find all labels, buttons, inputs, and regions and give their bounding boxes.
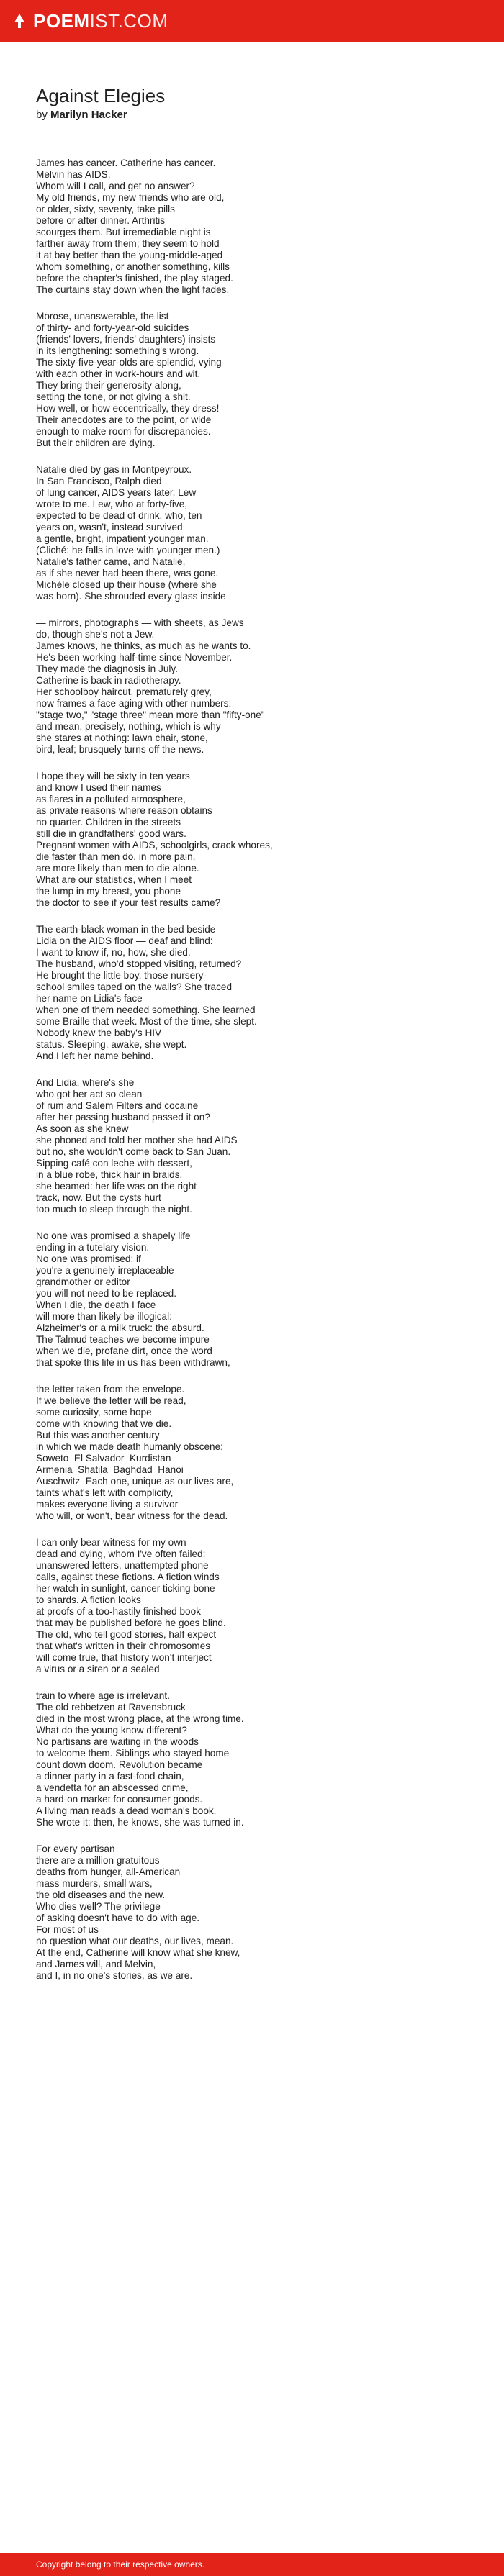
poem-line: a gentle, bright, impatient younger man. (36, 533, 209, 544)
logo-light-text: IST.COM (89, 9, 168, 32)
stanza (36, 1690, 468, 1828)
poem-line: Auschwitz Each one, unique as our lives are, (36, 1476, 234, 1487)
poem-line: The old rebbetzen at Ravensbruck (36, 1702, 186, 1713)
poem-line: will come true, that history won't interject (36, 1652, 212, 1663)
stanza (36, 1843, 468, 1982)
poem-line: If we believe the letter will be read, (36, 1395, 186, 1406)
stanza (36, 771, 468, 909)
poem-line: school smiles taped on the walls? She traced (36, 981, 233, 992)
poem-line: the letter taken from the envelope. (36, 1384, 185, 1394)
poem-line: track, now. But the cysts hurt (36, 1192, 161, 1203)
poem-line: (Cliché: he falls in love with younger men.) (36, 545, 220, 555)
poem-line: bird, leaf; brusquely turns off the news. (36, 744, 204, 755)
poem-line: The Talmud teaches we become impure (36, 1334, 210, 1345)
poem-line: train to where age is irrelevant. (36, 1690, 170, 1701)
poem-line: scourges them. But irremediable night is (36, 227, 211, 237)
poem-line: Pregnant women with AIDS, schoolgirls, crack whores, (36, 840, 273, 851)
poem-line: No one was promised: if (36, 1253, 141, 1264)
poem-line: Catherine is back in radiotherapy. (36, 675, 181, 686)
poem-line: to welcome them. Siblings who stayed home (36, 1748, 230, 1759)
stanza (36, 464, 468, 602)
poem-line: and James will, and Melvin, (36, 1959, 156, 1969)
poem-line: In San Francisco, Ralph died (36, 476, 162, 486)
poem-line: Their anecdotes are to the point, or wide (36, 414, 212, 425)
poem-line: it at bay better than the young-middle-aged (36, 250, 223, 260)
poem-line: A living man reads a dead woman's book. (36, 1805, 217, 1816)
poem-line: die faster than men do, in more pain, (36, 851, 196, 862)
poem-line: her name on Lidia's face (36, 993, 143, 1004)
poem-line: Melvin has AIDS. (36, 169, 111, 180)
poem-line: some curiosity, some hope (36, 1407, 152, 1418)
poem-line: a virus or a siren or a sealed (36, 1664, 160, 1674)
poem-line: a dinner party in a fast-food chain, (36, 1771, 184, 1782)
poem-line: She wrote it; then, he knows, she was turned in. (36, 1817, 244, 1828)
poem-line: a hard-on market for consumer goods. (36, 1794, 203, 1805)
poem-line: at proofs of a too-hastily finished book (36, 1606, 201, 1617)
poem-line: James has cancer. Catherine has cancer. (36, 158, 216, 168)
poem-line: Natalie died by gas in Montpeyroux. (36, 464, 192, 475)
poem-body (36, 158, 468, 1997)
poem-line: deaths from hunger, all-American (36, 1867, 181, 1877)
poem-line: that may be published before he goes blind. (36, 1618, 226, 1628)
poem-line: of thirty- and forty-year-old suicides (36, 322, 189, 333)
poem-line: she phoned and told her mother she had AIDS (36, 1135, 238, 1146)
poem-line: come with knowing that we die. (36, 1418, 172, 1429)
poem-line: that spoke this life in us has been withdrawn, (36, 1357, 230, 1368)
poem-line: dead and dying, whom I've often failed: (36, 1548, 206, 1559)
poem-line: who got her act so clean (36, 1089, 143, 1099)
poem-line: mass murders, small wars, (36, 1878, 153, 1889)
poem-line: Armenia Shatila Baghdad Hanoi (36, 1464, 184, 1475)
poem-title: Against Elegies (36, 85, 166, 106)
poem-line: Soweto El Salvador Kurdistan (36, 1453, 171, 1464)
poem-line: (friends' lovers, friends' daughters) insists (36, 334, 216, 345)
poem-line: who will, or won't, bear witness for the dead. (36, 1510, 228, 1521)
poem-line: The husband, who'd stopped visiting, returned? (36, 958, 242, 969)
poem-line: when we die, profane dirt, once the word (36, 1346, 212, 1356)
poem-line: with each other in work-hours and wit. (36, 368, 201, 379)
poem-line: But this was another century (36, 1430, 160, 1441)
poem-line: she stares at nothing: lawn chair, stone, (36, 733, 208, 743)
poem-line: Natalie's father came, and Natalie, (36, 556, 186, 567)
poem-line: The earth-black woman in the bed beside (36, 924, 216, 935)
poem-line: He's been working half-time since November. (36, 652, 233, 663)
poem-line: They bring their generosity along, (36, 380, 181, 391)
poem-line: in its lengthening: something's wrong. (36, 345, 199, 356)
poem-line: The old, who tell good stories, half expect (36, 1629, 217, 1640)
byline (36, 108, 468, 122)
poem-line: ending in a tutelary vision. (36, 1242, 150, 1253)
stanza (36, 924, 468, 1062)
poem-line: enough to make room for discrepancies. (36, 426, 211, 437)
stanza (36, 1230, 468, 1369)
footer-copyright: Copyright belong to their respective owners. (36, 2559, 205, 2570)
poem-line: to shards. A fiction looks (36, 1595, 141, 1605)
poem-line: she beamed: her life was on the right (36, 1181, 197, 1192)
poem-line: No one was promised a shapely life (36, 1230, 191, 1241)
logo-lamp-icon (12, 13, 27, 29)
poem-line: of lung cancer, AIDS years later, Lew (36, 487, 197, 498)
poem-line: status. Sleeping, awake, she wept. (36, 1039, 187, 1050)
poem-line: "stage two," "stage three" mean more than "fifty-one" (36, 709, 265, 720)
footer-bar (0, 2553, 504, 2576)
poem-line: Alzheimer's or a milk truck: the absurd. (36, 1323, 204, 1333)
poem-line: The curtains stay down when the light fades. (36, 284, 230, 295)
poem-line: before or after dinner. Arthritis (36, 215, 166, 226)
poem-line: some Braille that week. Most of the time, she slept. (36, 1016, 257, 1027)
poem-line: or older, sixty, seventy, take pills (36, 204, 175, 214)
poem-line: Lidia on the AIDS floor — deaf and blind: (36, 935, 213, 946)
poem-line: Who dies well? The privilege (36, 1901, 161, 1912)
poem-line: farther away from them; they seem to hold (36, 238, 220, 249)
poem-line: Michèle closed up their house (where she (36, 579, 217, 590)
poem-line: taints what's left with complicity, (36, 1487, 174, 1498)
poem-line: the old diseases and the new. (36, 1890, 166, 1900)
stanza (36, 1077, 468, 1215)
poem-line: still die in grandfathers' good wars. (36, 828, 186, 839)
poem-line: He brought the little boy, those nursery- (36, 970, 207, 981)
poem-line: My old friends, my new friends who are old, (36, 192, 225, 203)
poem-line: died in the most wrong place, at the wrong time. (36, 1713, 244, 1724)
poem-line: I hope they will be sixty in ten years (36, 771, 190, 781)
poem-line: too much to sleep through the night. (36, 1204, 192, 1215)
stanza (36, 617, 468, 756)
poem-line: the doctor to see if your test results came? (36, 897, 221, 908)
poem-line: Sipping café con leche with dessert, (36, 1158, 192, 1169)
poem-line: — mirrors, photographs — with sheets, as Jews (36, 617, 244, 628)
logo-bold-text: POEM (33, 9, 90, 32)
stanza (36, 1384, 468, 1522)
poem-line: calls, against these fictions. A fiction winds (36, 1572, 220, 1582)
poem-line: the lump in my breast, you phone (36, 886, 181, 897)
poem-line: As soon as she knew (36, 1123, 129, 1134)
poem-header (36, 85, 468, 122)
poem-line: and I, in no one's stories, as we are. (36, 1970, 193, 1981)
poem-line: But their children are dying. (36, 437, 156, 448)
poem-line: Whom will I call, and get no answer? (36, 181, 195, 191)
poem-line: as if she never had been there, was gone. (36, 568, 219, 579)
poem-line: I can only bear witness for my own (36, 1537, 186, 1548)
poem-line: grandmother or editor (36, 1276, 130, 1287)
poem-line: When I die, the death I face (36, 1300, 156, 1310)
poem-line: when one of them needed something. She learned (36, 1004, 256, 1015)
poem-line: They made the diagnosis in July. (36, 663, 178, 674)
poem-line: and know I used their names (36, 782, 161, 793)
poem-line: but no, she wouldn't come back to San Juan. (36, 1146, 231, 1157)
poem-line: Her schoolboy haircut, prematurely grey, (36, 686, 212, 697)
poem-line: For every partisan (36, 1843, 115, 1854)
poem-line: you're a genuinely irreplaceable (36, 1265, 174, 1276)
poem-line: as flares in a polluted atmosphere, (36, 794, 186, 804)
poem-line: no question what our deaths, our lives, mean. (36, 1936, 234, 1946)
poem-line: there are a million gratuitous (36, 1855, 160, 1866)
poem-line: At the end, Catherine will know what she knew, (36, 1947, 240, 1958)
poem-line: James knows, he thinks, as much as he wants to. (36, 640, 251, 651)
stanza (36, 1537, 468, 1675)
poem-line: in a blue robe, thick hair in braids, (36, 1169, 183, 1180)
poem-line: years on, wasn't, instead survived (36, 522, 183, 532)
poem-line: For most of us (36, 1924, 99, 1935)
by-label: by (36, 109, 48, 121)
poem-line: And Lidia, where's she (36, 1077, 135, 1088)
top-bar (0, 0, 504, 42)
poem-line: no quarter. Children in the streets (36, 817, 181, 827)
poem-line: do, though she's not a Jew. (36, 629, 155, 640)
poem-line: of asking doesn't have to do with age. (36, 1913, 200, 1923)
author-name[interactable]: Marilyn Hacker (50, 109, 127, 121)
poem-line: The sixty-five-year-olds are splendid, vying (36, 357, 222, 368)
poem-line: and mean, precisely, nothing, which is why (36, 721, 221, 732)
poem-line: her watch in sunlight, cancer ticking bone (36, 1583, 215, 1594)
poem-line: setting the tone, or not giving a shit. (36, 391, 191, 402)
poem-line: wrote to me. Lew, who at forty-five, (36, 499, 188, 509)
poem-line: now frames a face aging with other numbers: (36, 698, 232, 709)
stanza (36, 311, 468, 449)
poem-line: of rum and Salem Filters and cocaine (36, 1100, 199, 1111)
poem-line: after her passing husband passed it on? (36, 1112, 210, 1123)
poem-line: that what's written in their chromosomes (36, 1641, 211, 1651)
poem-line: unanswered letters, unattempted phone (36, 1560, 209, 1571)
poem-line: are more likely than men to die alone. (36, 863, 199, 874)
site-logo[interactable] (33, 10, 168, 32)
poem-line: What do the young know different? (36, 1725, 187, 1736)
poem-line: Nobody knew the baby's HIV (36, 1028, 162, 1038)
poem-line: And I left her name behind. (36, 1051, 154, 1061)
poem-line: expected to be dead of drink, who, ten (36, 510, 202, 521)
poem-line: before the chapter's finished, the play staged. (36, 273, 233, 284)
poem-line: you will not need to be replaced. (36, 1288, 176, 1299)
poem-line: was born). She shrouded every glass inside (36, 591, 226, 602)
stanza (36, 158, 468, 296)
poem-line: I want to know if, no, how, she died. (36, 947, 191, 958)
poem-line: count down doom. Revolution became (36, 1759, 203, 1770)
poem-line: makes everyone living a survivor (36, 1499, 179, 1510)
poem-line: What are our statistics, when I meet (36, 874, 192, 885)
poem-line: a vendetta for an abscessed crime, (36, 1782, 189, 1793)
poem-line: whom something, or another something, kills (36, 261, 230, 272)
poem-line: Morose, unanswerable, the list (36, 311, 169, 322)
poem-line: No partisans are waiting in the woods (36, 1736, 199, 1747)
poem-line: as private reasons where reason obtains (36, 805, 212, 816)
poem-line: in which we made death humanly obscene: (36, 1441, 223, 1452)
poem-line: will more than likely be illogical: (36, 1311, 172, 1322)
poem-line: How well, or how eccentrically, they dress! (36, 403, 220, 414)
